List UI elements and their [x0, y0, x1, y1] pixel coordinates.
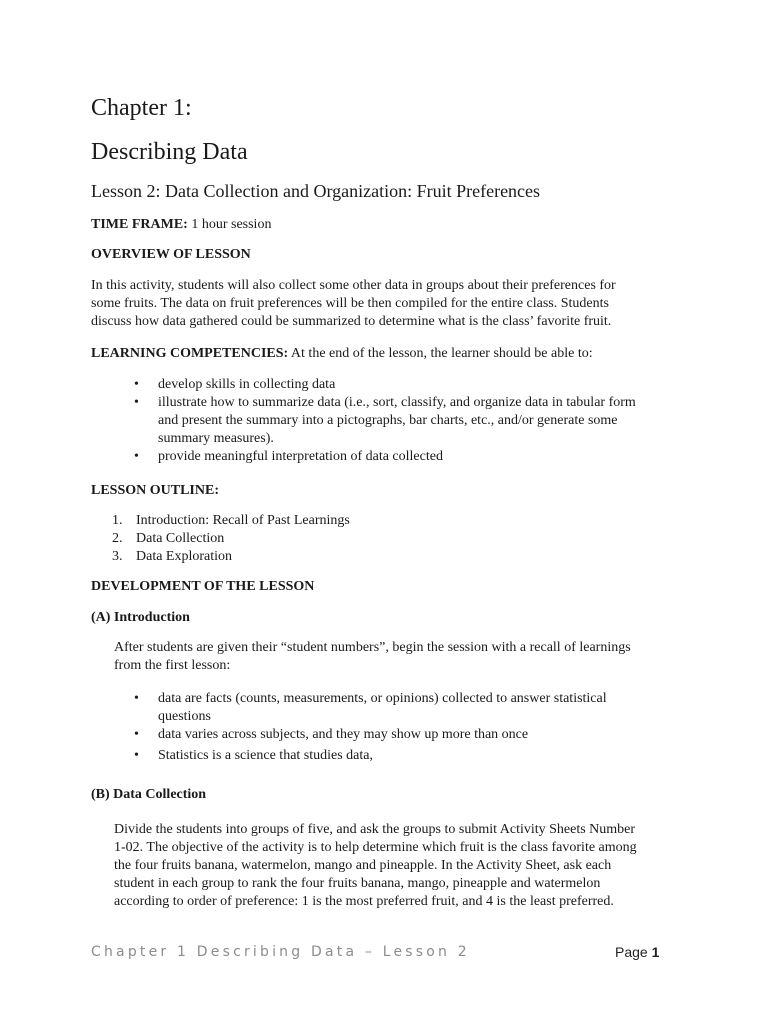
list-item: 1. Introduction: Recall of Past Learnings: [112, 513, 350, 528]
introduction-heading: (A) Introduction: [91, 610, 190, 625]
footer-chapter-label: Chapter 1 Describing Data – Lesson 2: [91, 944, 470, 960]
bullet-icon: •: [134, 449, 139, 464]
list-item: • provide meaningful interpretation of data collected: [134, 449, 443, 464]
list-item: • data are facts (counts, measurements, or opinions) collected to answer statistical questions: [134, 691, 607, 724]
list-item: • Statistics is a science that studies data,: [134, 748, 374, 763]
overview-line: some fruits. The data on fruit preferences will be then compiled for the entire class. Students: [91, 296, 609, 311]
outline-heading: LESSON OUTLINE:: [91, 483, 219, 498]
list-item: 2. Data Collection: [112, 531, 225, 546]
overview-heading: OVERVIEW OF LESSON: [91, 247, 251, 262]
overview-line: discuss how data gathered could be summarized to determine what is the class’ favorite fruit.: [91, 314, 612, 329]
bullet-icon: •: [134, 377, 139, 392]
bullet-icon: •: [134, 748, 139, 763]
outline-list: [112, 512, 350, 566]
competencies-text: At the end of the lesson, the learner should be able to:: [288, 346, 593, 361]
footer-page-number: Page 1: [615, 944, 660, 960]
list-item: • illustrate how to summarize data (i.e., sort, classify, and organize data in tabular form and present the summary into a pictographs, bar charts, etc., and/or generate some summary measures).: [134, 395, 636, 446]
lesson-title: Lesson 2: Data Collection and Organization: Fruit Preferences: [91, 181, 541, 201]
competencies-label: LEARNING COMPETENCIES:: [91, 346, 289, 361]
time-frame: [91, 216, 271, 234]
list-item: 3. Data Exploration: [112, 549, 233, 564]
bullet-icon: •: [134, 395, 139, 410]
introduction-paragraph: After students are given their “student numbers”, begin the session with a recall of learnings from the first lesson:: [114, 640, 631, 673]
overview-line: In this activity, students will also collect some other data in groups about their preferences for: [91, 278, 616, 293]
development-heading: DEVELOPMENT OF THE LESSON: [91, 579, 315, 594]
time-frame-value: 1 hour session: [187, 217, 272, 232]
bullet-icon: •: [134, 727, 139, 742]
list-item: • data varies across subjects, and they may show up more than once: [134, 727, 529, 742]
chapter-heading: Chapter 1:: [91, 95, 192, 121]
data-collection-paragraph: Divide the students into groups of five, and ask the groups to submit Activity Sheets Number 1-02. The objective of the activity is to help determine which fruit is the class favorite among the four fruits banana, watermelon, mango and pineapple. In the Activity Sheet, ask each student in each group to rank the four fruits banana, mango, pineapple and watermelon according to order of preference: 1 is the most preferred fruit, and 4 is the least preferred.: [114, 822, 637, 909]
competencies-intro: [91, 345, 593, 363]
data-collection-heading: (B) Data Collection: [91, 787, 207, 802]
competencies-list: [134, 376, 636, 466]
overview-paragraph: [91, 277, 616, 331]
list-item: • develop skills in collecting data: [134, 377, 336, 392]
bullet-icon: •: [134, 691, 139, 706]
introduction-list: [134, 690, 607, 765]
time-frame-label: TIME FRAME:: [91, 217, 188, 232]
chapter-title: Describing Data: [91, 139, 248, 165]
